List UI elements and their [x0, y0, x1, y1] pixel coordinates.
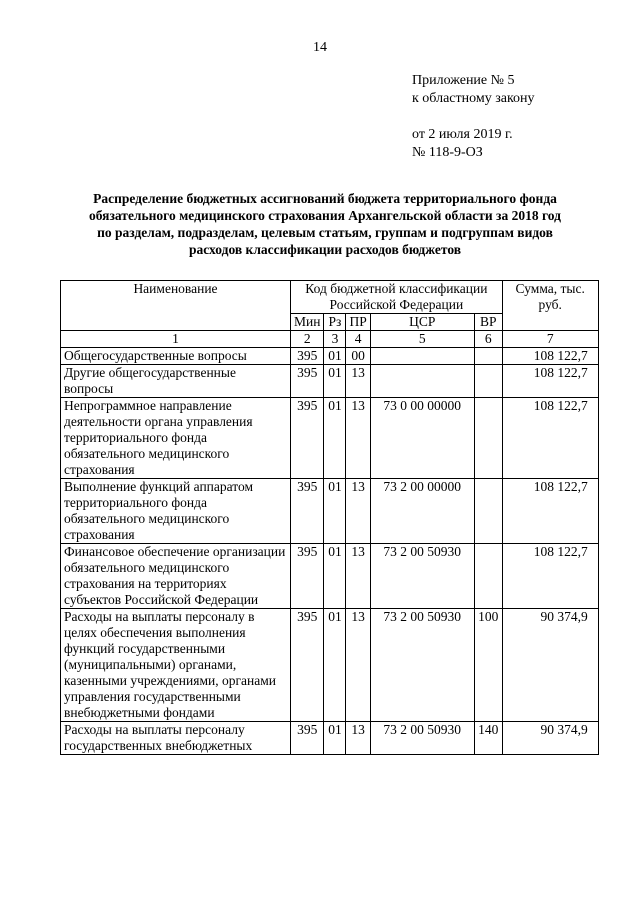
header-sum: Сумма, тыс. руб.	[502, 281, 598, 331]
cell-rz: 01	[324, 544, 346, 609]
cell-name: Выполнение функций аппаратом территориального фонда обязательного медицинского страхования	[61, 479, 291, 544]
title-line-4: расходов классификации расходов бюджетов	[188, 242, 462, 257]
cell-name: Другие общегосударственные вопросы	[61, 365, 291, 398]
cell-sum: 108 122,7	[502, 398, 598, 479]
cell-vr: 100	[474, 609, 502, 722]
cell-csr: 73 2 00 50930	[370, 544, 474, 609]
cell-vr	[474, 544, 502, 609]
cell-name: Общегосударственные вопросы	[61, 348, 291, 365]
title-line-2: обязательного медицинского страхования Архангельской области за 2018 год	[89, 208, 561, 223]
cell-vr	[474, 348, 502, 365]
appendix-line-3: от 2 июля 2019 г.	[412, 127, 513, 142]
cell-sum: 108 122,7	[502, 479, 598, 544]
cell-vr	[474, 365, 502, 398]
cell-pr: 00	[346, 348, 370, 365]
cell-csr	[370, 365, 474, 398]
cell-pr: 13	[346, 609, 370, 722]
title-line-3: по разделам, подразделам, целевым статьям, группам и подгруппам видов	[97, 225, 553, 240]
cell-name: Непрограммное направление деятельности органа управления территориального фонда обязательного медицинского страхования	[61, 398, 291, 479]
cell-name: Финансовое обеспечение организации обязательного медицинского страхования на территориях субъектов Российской Федерации	[61, 544, 291, 609]
cell-pr: 13	[346, 544, 370, 609]
header-pr: ПР	[346, 314, 370, 331]
cell-rz: 01	[324, 398, 346, 479]
column-number: 6	[474, 331, 502, 348]
header-vr: ВР	[474, 314, 502, 331]
cell-rz: 01	[324, 722, 346, 755]
header-code-group: Код бюджетной классификации Российской Федерации	[291, 281, 503, 314]
header-csr: ЦСР	[370, 314, 474, 331]
appendix-block	[412, 72, 535, 162]
column-number: 3	[324, 331, 346, 348]
cell-csr: 73 0 00 00000	[370, 398, 474, 479]
cell-rz: 01	[324, 365, 346, 398]
cell-name: Расходы на выплаты персоналу в целях обеспечения выполнения функций государственными (муниципальными) органами, казенными учреждениями, органами управления государственными внебюджетными фондами	[61, 609, 291, 722]
cell-csr: 73 2 00 50930	[370, 722, 474, 755]
title-line-1: Распределение бюджетных ассигнований бюджета территориального фонда	[93, 191, 557, 206]
cell-min: 395	[291, 479, 324, 544]
cell-csr: 73 2 00 50930	[370, 609, 474, 722]
column-number: 7	[502, 331, 598, 348]
cell-pr: 13	[346, 722, 370, 755]
column-number: 4	[346, 331, 370, 348]
cell-name: Расходы на выплаты персоналу государственных внебюджетных	[61, 722, 291, 755]
cell-csr	[370, 348, 474, 365]
cell-min: 395	[291, 544, 324, 609]
table-row	[61, 609, 599, 722]
table-row	[61, 479, 599, 544]
header-min: Мин	[291, 314, 324, 331]
cell-rz: 01	[324, 348, 346, 365]
table-row	[61, 365, 599, 398]
cell-pr: 13	[346, 479, 370, 544]
cell-min: 395	[291, 609, 324, 722]
column-number: 5	[370, 331, 474, 348]
cell-pr: 13	[346, 365, 370, 398]
page-number: 14	[313, 40, 327, 55]
table-row	[61, 722, 599, 755]
cell-min: 395	[291, 365, 324, 398]
cell-min: 395	[291, 398, 324, 479]
document-title	[60, 190, 590, 258]
appendix-line-4: № 118-9-ОЗ	[412, 145, 483, 160]
header-name: Наименование	[61, 281, 291, 331]
header-rz: Рз	[324, 314, 346, 331]
table-row	[61, 348, 599, 365]
cell-sum: 90 374,9	[502, 609, 598, 722]
column-number: 2	[291, 331, 324, 348]
cell-vr	[474, 479, 502, 544]
table-row	[61, 544, 599, 609]
cell-rz: 01	[324, 609, 346, 722]
table-row	[61, 398, 599, 479]
cell-vr	[474, 398, 502, 479]
cell-sum: 108 122,7	[502, 365, 598, 398]
cell-min: 395	[291, 722, 324, 755]
cell-sum: 108 122,7	[502, 348, 598, 365]
cell-sum: 108 122,7	[502, 544, 598, 609]
cell-rz: 01	[324, 479, 346, 544]
appendix-line-1: Приложение № 5	[412, 73, 515, 88]
cell-csr: 73 2 00 00000	[370, 479, 474, 544]
column-number: 1	[61, 331, 291, 348]
cell-vr: 140	[474, 722, 502, 755]
cell-min: 395	[291, 348, 324, 365]
cell-sum: 90 374,9	[502, 722, 598, 755]
budget-table	[60, 280, 599, 755]
appendix-line-2: к областному закону	[412, 91, 535, 106]
cell-pr: 13	[346, 398, 370, 479]
